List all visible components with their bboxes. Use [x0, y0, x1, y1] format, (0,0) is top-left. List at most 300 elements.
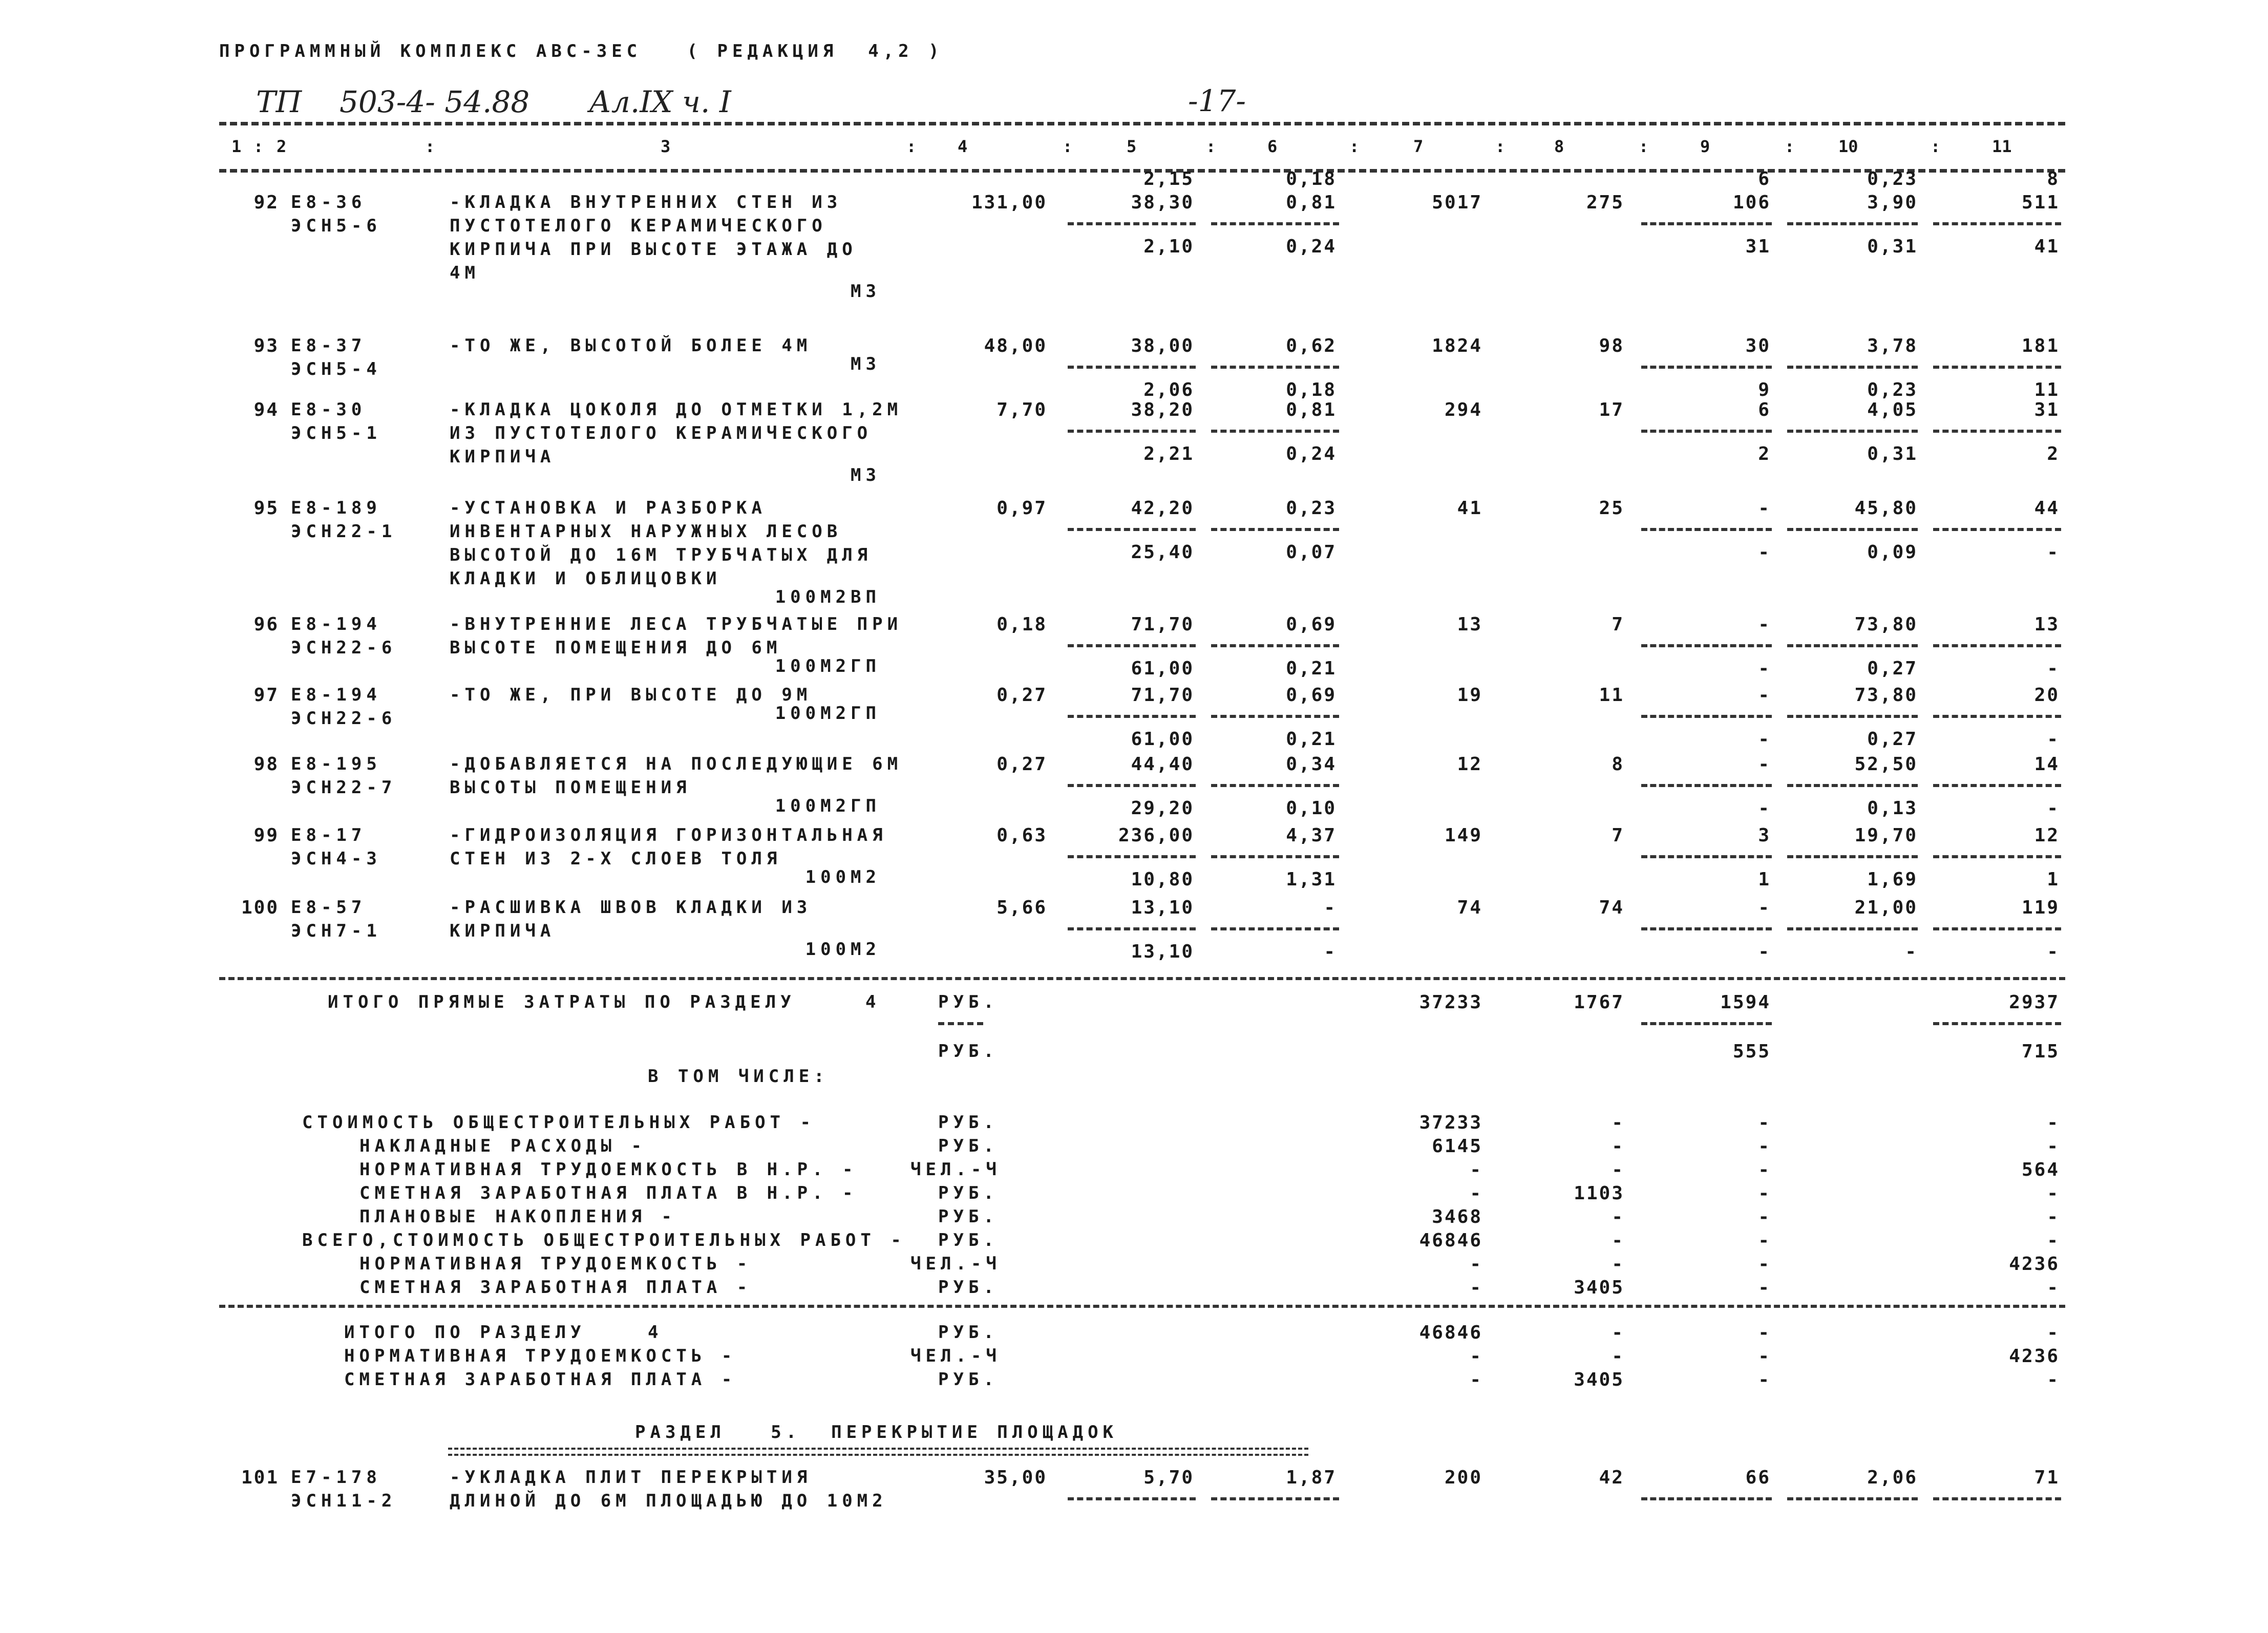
section-total-c9: - — [1758, 1322, 1771, 1343]
cell-main: 71,70 — [1131, 614, 1194, 635]
work-description: ПУСТОТЕЛОГО КЕРАМИЧЕСКОГО — [450, 216, 827, 236]
cell-divider — [1211, 222, 1339, 225]
summary-c7: - — [1470, 1254, 1482, 1275]
cell-bottom: 10,80 — [1131, 869, 1194, 890]
work-description: -КЛАДКА ЦОКОЛЯ ДО ОТМЕТКИ 1,2М — [450, 399, 903, 420]
summary-label: НОРМАТИВНАЯ ТРУДОЕМКОСТЬ В Н.Р. - — [359, 1159, 858, 1180]
unit-of-measure: М3 — [851, 354, 881, 374]
column-header-2: 2 — [277, 137, 287, 156]
cell-main: 7 — [1612, 614, 1624, 635]
cell-bottom: 0,24 — [1286, 236, 1337, 257]
summary-c7: - — [1470, 1159, 1482, 1180]
summary-c7: 46846 — [1419, 1230, 1482, 1251]
section-total-c8: - — [1612, 1346, 1624, 1367]
row-number: 94 — [253, 399, 279, 420]
cell-main: 42 — [1599, 1467, 1624, 1488]
quantity: 0,18 — [997, 614, 1047, 635]
summary-label: НАКЛАДНЫЕ РАСХОДЫ - — [359, 1136, 646, 1156]
summary-c8: - — [1612, 1112, 1624, 1133]
cell-main: 45,80 — [1854, 498, 1918, 519]
quantity: 48,00 — [984, 335, 1047, 356]
cell-main: - — [1758, 897, 1771, 918]
work-description: КИРПИЧА — [450, 447, 556, 467]
cell-bottom: 41 — [2034, 236, 2060, 257]
cell-main: 38,30 — [1131, 192, 1194, 213]
summary-c8: 1103 — [1574, 1183, 1624, 1204]
cell-main: 13 — [2034, 614, 2060, 635]
section-total-c7: 46846 — [1419, 1322, 1482, 1343]
cell-bottom: 31 — [1745, 236, 1771, 257]
summary-c9: - — [1758, 1254, 1771, 1275]
section-total-c11: 4236 — [2009, 1346, 2060, 1367]
cell-main: 149 — [1444, 825, 1482, 846]
summary-label: СТОИМОСТЬ ОБЩЕСТРОИТЕЛЬНЫХ РАБОТ - — [302, 1112, 815, 1133]
summary-unit: РУБ. — [938, 1230, 999, 1250]
cell-main: 1,87 — [1286, 1467, 1337, 1488]
work-description: КИРПИЧА — [450, 921, 556, 941]
direct-cost-2-c11: 715 — [2021, 1041, 2060, 1062]
cell-bottom: 11 — [2034, 379, 2060, 400]
work-description: ВЫСОТОЙ ДО 16М ТРУБЧАТЫХ ДЛЯ — [450, 545, 873, 565]
direct-cost-c7: 37233 — [1419, 992, 1482, 1013]
cell-divider — [1787, 366, 1918, 369]
cell-main: 2,06 — [1867, 1467, 1918, 1488]
summary-end-line — [219, 1305, 2065, 1308]
cell-main: 4,05 — [1867, 399, 1918, 420]
cell-divider — [1787, 855, 1918, 858]
unit-of-measure: 100М2ГП — [775, 656, 881, 676]
column-separator: : — [1639, 137, 1649, 156]
cell-main: 98 — [1599, 335, 1624, 356]
summary-c9: - — [1758, 1230, 1771, 1251]
work-description: КИРПИЧА ПРИ ВЫСОТЕ ЭТАЖА ДО — [450, 239, 857, 260]
cell-main: 71 — [2034, 1467, 2060, 1488]
page-number: -17- — [1188, 83, 1246, 118]
rows-end-line — [219, 977, 2065, 980]
album-ref: Ал.IX ч. I — [589, 84, 731, 119]
quantity: 0,63 — [997, 825, 1047, 846]
cell-main: - — [1758, 498, 1771, 519]
cell-main: 1824 — [1432, 335, 1482, 356]
cell-divider — [1933, 927, 2061, 930]
cell-divider — [1641, 927, 1772, 930]
cell-divider — [1211, 927, 1339, 930]
cell-main: 38,00 — [1131, 335, 1194, 356]
direct-cost-section: 4 — [865, 992, 881, 1012]
column-header-9: 9 — [1700, 137, 1710, 156]
cell-divider — [1787, 1497, 1918, 1500]
unit-of-measure: 100М2 — [805, 867, 881, 887]
cell-divider — [1211, 1497, 1339, 1500]
work-description: -УКЛАДКА ПЛИТ ПЕРЕКРЫТИЯ — [450, 1467, 812, 1488]
cell-main: 0,69 — [1286, 685, 1337, 706]
cell-main: 20 — [2034, 685, 2060, 706]
summary-label: НОРМАТИВНАЯ ТРУДОЕМКОСТЬ - — [359, 1254, 752, 1274]
cell-main: 3 — [1758, 825, 1771, 846]
doc-code: ТП 503-4- 54.88 — [256, 84, 530, 119]
cell-bottom: 1,69 — [1867, 869, 1918, 890]
summary-c9: - — [1758, 1183, 1771, 1204]
header-top-line — [219, 122, 2065, 125]
cell-divider — [1787, 222, 1918, 225]
rate-subcode: ЭСН5-4 — [291, 359, 381, 379]
column-separator: : — [1495, 137, 1506, 156]
rate-code: Е8-195 — [291, 754, 381, 774]
cell-main: 74 — [1457, 897, 1482, 918]
cell-top: 8 — [2047, 168, 2060, 189]
cell-divider — [1068, 644, 1196, 647]
cell-main: 19 — [1457, 685, 1482, 706]
cell-divider — [1068, 430, 1196, 433]
summary-c9: - — [1758, 1206, 1771, 1227]
cell-divider — [1211, 430, 1339, 433]
summary-label: ПЛАНОВЫЕ НАКОПЛЕНИЯ - — [359, 1206, 676, 1227]
section-total-c9: - — [1758, 1369, 1771, 1390]
work-description: ИНВЕНТАРНЫХ НАРУЖНЫХ ЛЕСОВ — [450, 521, 842, 542]
row-number: 99 — [253, 825, 279, 846]
cell-top: 0,18 — [1286, 168, 1337, 189]
cell-bottom: 2,21 — [1143, 443, 1194, 464]
direct-cost-unit-2: РУБ. — [938, 1041, 999, 1062]
column-header-8: 8 — [1554, 137, 1564, 156]
cell-divider — [938, 1022, 983, 1025]
work-description: -ВНУТРЕННИЕ ЛЕСА ТРУБЧАТЫЕ ПРИ — [450, 614, 903, 634]
cell-main: 119 — [2021, 897, 2060, 918]
cell-divider — [1933, 222, 2061, 225]
work-description: ВЫСОТЫ ПОМЕЩЕНИЯ — [450, 777, 691, 798]
column-separator: : — [1206, 137, 1216, 156]
cell-main: 74 — [1599, 897, 1624, 918]
section-total-unit: РУБ. — [938, 1322, 999, 1343]
summary-c9: - — [1758, 1159, 1771, 1180]
cell-main: 13,10 — [1131, 897, 1194, 918]
unit-of-measure: М3 — [851, 465, 881, 485]
column-header-6: 6 — [1267, 137, 1278, 156]
cell-divider — [1641, 644, 1772, 647]
rate-subcode: ЭСН5-6 — [291, 216, 381, 236]
quantity: 0,27 — [997, 685, 1047, 706]
summary-c11: - — [2047, 1112, 2060, 1133]
cell-main: 25 — [1599, 498, 1624, 519]
cell-main: 5,70 — [1143, 1467, 1194, 1488]
summary-c11: 564 — [2021, 1159, 2060, 1180]
column-header-11: 11 — [1992, 137, 2012, 156]
summary-c7: 3468 — [1432, 1206, 1482, 1227]
cell-bottom: 61,00 — [1131, 729, 1194, 750]
rate-subcode: ЭСН22-6 — [291, 708, 397, 729]
section-total-c8: - — [1612, 1322, 1624, 1343]
row-number: 92 — [253, 192, 279, 213]
cell-bottom: - — [1758, 542, 1771, 563]
summary-c7: - — [1470, 1183, 1482, 1204]
cell-main: 30 — [1745, 335, 1771, 356]
cell-bottom: 2 — [1758, 443, 1771, 464]
summary-c9: - — [1758, 1277, 1771, 1298]
cell-divider — [1211, 715, 1339, 718]
summary-c8: - — [1612, 1254, 1624, 1275]
cell-divider — [1787, 784, 1918, 787]
direct-cost-label: ИТОГО ПРЯМЫЕ ЗАТРАТЫ ПО РАЗДЕЛУ — [328, 992, 796, 1012]
cell-bottom: 0,13 — [1867, 798, 1918, 819]
cell-main: 12 — [2034, 825, 2060, 846]
cell-main: - — [1758, 754, 1771, 775]
cell-bottom: 25,40 — [1131, 542, 1194, 563]
cell-main: 44 — [2034, 498, 2060, 519]
row-number: 97 — [253, 685, 279, 706]
cell-main: - — [1758, 685, 1771, 706]
cell-divider — [1933, 855, 2061, 858]
cell-main: 0,23 — [1286, 498, 1337, 519]
cell-divider — [1787, 528, 1918, 531]
section-total-unit: РУБ. — [938, 1369, 999, 1390]
row-number: 100 — [241, 897, 279, 918]
rate-code: Е8-194 — [291, 685, 381, 705]
cell-bottom: - — [1758, 941, 1771, 962]
cell-bottom: - — [2047, 729, 2060, 750]
row-number: 96 — [253, 614, 279, 635]
cell-divider — [1933, 644, 2061, 647]
column-separator: : — [1349, 137, 1360, 156]
cell-divider — [1641, 715, 1772, 718]
quantity: 0,27 — [997, 754, 1047, 775]
cell-bottom: 9 — [1758, 379, 1771, 400]
cell-divider — [1641, 784, 1772, 787]
cell-bottom: - — [1758, 658, 1771, 679]
work-description: -ДОБАВЛЯЕТСЯ НА ПОСЛЕДУЮЩИЕ 6М — [450, 754, 903, 774]
cell-main: 236,00 — [1118, 825, 1194, 846]
cell-main: 0,62 — [1286, 335, 1337, 356]
row-number: 101 — [241, 1467, 279, 1488]
cell-main: 73,80 — [1854, 685, 1918, 706]
cell-main: 0,69 — [1286, 614, 1337, 635]
rate-subcode: ЭСН7-1 — [291, 921, 381, 941]
cell-bottom: 13,10 — [1131, 941, 1194, 962]
cell-bottom: 0,24 — [1286, 443, 1337, 464]
summary-c11: - — [2047, 1277, 2060, 1298]
cell-divider — [1933, 1497, 2061, 1500]
cell-divider — [1211, 644, 1339, 647]
column-header-4: 4 — [958, 137, 968, 156]
cell-main: 21,00 — [1854, 897, 1918, 918]
cell-main: 0,34 — [1286, 754, 1337, 775]
rate-subcode: ЭСН22-7 — [291, 777, 397, 798]
section-total-c11: - — [2047, 1322, 2060, 1343]
work-description: ВЫСОТЕ ПОМЕЩЕНИЯ ДО 6М — [450, 638, 782, 658]
work-description: -ГИДРОИЗОЛЯЦИЯ ГОРИЗОНТАЛЬНАЯ — [450, 825, 887, 845]
direct-cost-c9: 1594 — [1720, 992, 1771, 1013]
cell-divider — [1641, 528, 1772, 531]
column-separator: : — [1931, 137, 1941, 156]
summary-c11: - — [2047, 1230, 2060, 1251]
rate-subcode: ЭСН22-6 — [291, 638, 397, 658]
cell-top: 0,23 — [1867, 168, 1918, 189]
section-total-label: СМЕТНАЯ ЗАРАБОТНАЯ ПЛАТА - — [344, 1369, 737, 1390]
rate-subcode: ЭСН5-1 — [291, 423, 381, 443]
cell-bottom: 61,00 — [1131, 658, 1194, 679]
rate-subcode: ЭСН22-1 — [291, 521, 397, 542]
cell-main: 41 — [1457, 498, 1482, 519]
column-separator: : — [1063, 137, 1073, 156]
cell-bottom: 0,09 — [1867, 542, 1918, 563]
work-description: СТЕН ИЗ 2-Х СЛОЕВ ТОЛЯ — [450, 849, 782, 869]
cell-bottom: - — [2047, 658, 2060, 679]
quantity: 0,97 — [997, 498, 1047, 519]
direct-cost-unit: РУБ. — [938, 992, 999, 1012]
summary-c8: - — [1612, 1206, 1624, 1227]
work-description: -УСТАНОВКА И РАЗБОРКА — [450, 498, 767, 518]
unit-of-measure: 100М2ГП — [775, 703, 881, 724]
cell-divider — [1068, 366, 1196, 369]
cell-divider — [1787, 715, 1918, 718]
cell-divider — [1933, 1022, 2061, 1025]
row-number: 98 — [253, 754, 279, 775]
cell-main: 73,80 — [1854, 614, 1918, 635]
cell-main: 13 — [1457, 614, 1482, 635]
cell-main: 17 — [1599, 399, 1624, 420]
cell-main: 44,40 — [1131, 754, 1194, 775]
cell-divider — [1068, 222, 1196, 225]
work-description: -ТО ЖЕ, ВЫСОТОЙ БОЛЕЕ 4М — [450, 335, 812, 356]
header-bottom-line — [219, 169, 2065, 173]
cell-main: 31 — [2034, 399, 2060, 420]
cell-divider — [1641, 222, 1772, 225]
cell-main: 7 — [1612, 825, 1624, 846]
section-total-label: НОРМАТИВНАЯ ТРУДОЕМКОСТЬ - — [344, 1346, 737, 1366]
cell-bottom: - — [2047, 941, 2060, 962]
summary-c11: - — [2047, 1183, 2060, 1204]
cell-bottom: 0,07 — [1286, 542, 1337, 563]
summary-label: СМЕТНАЯ ЗАРАБОТНАЯ ПЛАТА - — [359, 1277, 752, 1298]
cell-main: 275 — [1586, 192, 1624, 213]
summary-c9: - — [1758, 1112, 1771, 1133]
cell-main: 181 — [2021, 335, 2060, 356]
cell-bottom: 0,10 — [1286, 798, 1337, 819]
direct-cost-c11: 2937 — [2009, 992, 2060, 1013]
cell-main: 106 — [1732, 192, 1771, 213]
column-separator: : — [425, 137, 435, 156]
cell-main: 0,81 — [1286, 399, 1337, 420]
cell-divider — [1787, 430, 1918, 433]
cell-bottom: 2 — [2047, 443, 2060, 464]
rate-code: Е8-194 — [291, 614, 381, 634]
cell-bottom: 29,20 — [1131, 798, 1194, 819]
cell-divider — [1068, 528, 1196, 531]
summary-c8: - — [1612, 1159, 1624, 1180]
unit-of-measure: 100М2 — [805, 939, 881, 960]
column-separator: : — [1785, 137, 1795, 156]
quantity: 5,66 — [997, 897, 1047, 918]
cell-bottom: 0,27 — [1867, 658, 1918, 679]
cell-divider — [1211, 784, 1339, 787]
cell-bottom: 1 — [1758, 869, 1771, 890]
rate-code: Е8-37 — [291, 335, 367, 356]
summary-label: СМЕТНАЯ ЗАРАБОТНАЯ ПЛАТА В Н.Р. - — [359, 1183, 858, 1203]
cell-bottom: 0,21 — [1286, 658, 1337, 679]
work-description: ДЛИНОЙ ДО 6М ПЛОЩАДЬЮ ДО 10М2 — [450, 1491, 887, 1511]
summary-c8: - — [1612, 1230, 1624, 1251]
rate-code: Е8-17 — [291, 825, 367, 845]
cell-bottom: 1,31 — [1286, 869, 1337, 890]
work-description: -ТО ЖЕ, ПРИ ВЫСОТЕ ДО 9М — [450, 685, 812, 705]
summary-c8: - — [1612, 1136, 1624, 1157]
cell-divider — [1933, 715, 2061, 718]
summary-c11: - — [2047, 1206, 2060, 1227]
cell-main: 3,90 — [1867, 192, 1918, 213]
column-header-5: 5 — [1127, 137, 1137, 156]
cell-main: 4,37 — [1286, 825, 1337, 846]
cell-divider — [1068, 1497, 1196, 1500]
including-label: В ТОМ ЧИСЛЕ: — [648, 1066, 829, 1087]
cell-bottom: 0,23 — [1867, 379, 1918, 400]
cell-divider — [1068, 715, 1196, 718]
summary-label: ВСЕГО,СТОИМОСТЬ ОБЩЕСТРОИТЕЛЬНЫХ РАБОТ - — [302, 1230, 906, 1250]
cell-main: 200 — [1444, 1467, 1482, 1488]
direct-cost-c8: 1767 — [1574, 992, 1624, 1013]
cell-divider — [1933, 528, 2061, 531]
summary-unit: РУБ. — [938, 1206, 999, 1227]
rate-code: Е7-178 — [291, 1467, 381, 1488]
rate-code: Е8-30 — [291, 399, 367, 420]
cell-divider — [1933, 430, 2061, 433]
cell-main: 8 — [1612, 754, 1624, 775]
direct-cost-2-c9: 555 — [1732, 1041, 1771, 1062]
cell-divider — [1641, 1497, 1772, 1500]
cell-divider — [1068, 927, 1196, 930]
cell-bottom: 0,31 — [1867, 236, 1918, 257]
cell-bottom: - — [1324, 941, 1337, 962]
quantity: 131,00 — [971, 192, 1047, 213]
unit-of-measure: 100М2ГП — [775, 796, 881, 816]
cell-main: 511 — [2021, 192, 2060, 213]
quantity: 7,70 — [997, 399, 1047, 420]
cell-main: 11 — [1599, 685, 1624, 706]
program-title: ПРОГРАММНЫЙ КОМПЛЕКС АВС-ЗЕС ( РЕДАКЦИЯ 4,2 ) — [219, 41, 944, 61]
quantity: 35,00 — [984, 1467, 1047, 1488]
unit-of-measure: 100М2ВП — [775, 587, 881, 607]
cell-top: 6 — [1758, 168, 1771, 189]
cell-bottom: - — [1758, 798, 1771, 819]
cell-bottom: - — [1905, 941, 1918, 962]
cell-bottom: 0,21 — [1286, 729, 1337, 750]
cell-main: 71,70 — [1131, 685, 1194, 706]
cell-main: 6 — [1758, 399, 1771, 420]
cell-bottom: 2,10 — [1143, 236, 1194, 257]
row-number: 93 — [253, 335, 279, 356]
row-number: 95 — [253, 498, 279, 519]
summary-c7: 6145 — [1432, 1136, 1482, 1157]
cell-divider — [1211, 855, 1339, 858]
cell-main: 5017 — [1432, 192, 1482, 213]
cell-divider — [1641, 366, 1772, 369]
summary-c8: 3405 — [1574, 1277, 1624, 1298]
section-total-c8: 3405 — [1574, 1369, 1624, 1390]
cell-divider — [1933, 784, 2061, 787]
cell-bottom: 0,18 — [1286, 379, 1337, 400]
work-description: ИЗ ПУСТОТЕЛОГО КЕРАМИЧЕСКОГО — [450, 423, 873, 443]
section-total-c7: - — [1470, 1346, 1482, 1367]
cell-main: 12 — [1457, 754, 1482, 775]
summary-unit: ЧЕЛ.-Ч — [910, 1159, 1001, 1180]
cell-main: 14 — [2034, 754, 2060, 775]
rate-code: Е8-189 — [291, 498, 381, 518]
cell-main: 19,70 — [1854, 825, 1918, 846]
work-description: 4М — [450, 263, 480, 283]
cell-divider — [1211, 528, 1339, 531]
cell-divider — [1787, 927, 1918, 930]
column-header-3: 3 — [661, 137, 671, 156]
column-header-7: 7 — [1413, 137, 1424, 156]
cell-divider — [1641, 1022, 1772, 1025]
